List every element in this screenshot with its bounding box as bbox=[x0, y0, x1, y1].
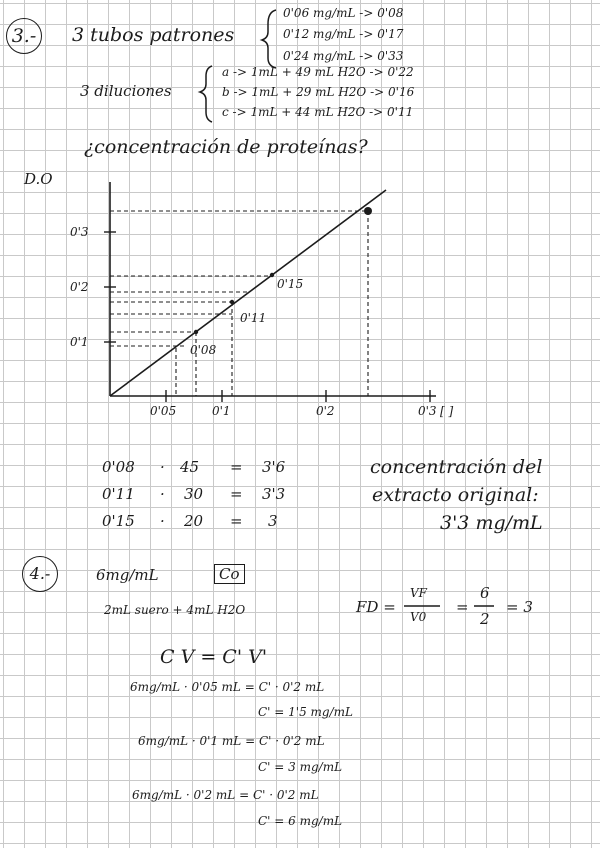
result-equals: = bbox=[230, 512, 243, 530]
result-value: 3'3 bbox=[262, 485, 286, 503]
dilution-formula: C V = C' V' bbox=[160, 646, 268, 668]
result-factor: 20 bbox=[184, 512, 204, 530]
point-label-011: 0'11 bbox=[240, 311, 267, 325]
fd-lhs: FD = bbox=[356, 598, 396, 616]
fd-equals: = bbox=[456, 598, 469, 616]
result-value: 3'6 bbox=[262, 458, 286, 476]
standards-heading: 3 tubos patrones bbox=[72, 24, 235, 46]
y-tick-label-03: 0'3 bbox=[70, 225, 89, 239]
conclusion-line-1: concentración del bbox=[370, 456, 543, 478]
result-absorbance: 0'11 bbox=[102, 485, 135, 503]
dilution-description: 2mL suero + 4mL H2O bbox=[104, 603, 246, 617]
result-dot: · bbox=[160, 512, 165, 530]
fd-denominator: V0 bbox=[410, 610, 427, 624]
dilution-line-a: a -> 1mL + 49 mL H2O -> 0'22 bbox=[222, 65, 414, 79]
dilution-line-c: c -> 1mL + 44 mL H2O -> 0'11 bbox=[222, 105, 414, 119]
dilutions-label: 3 diluciones bbox=[80, 82, 172, 100]
calc-line-1: 6mg/mL · 0'05 mL = C' · 0'2 mL bbox=[130, 680, 325, 694]
calc-result-1: C' = 1'5 mg/mL bbox=[258, 705, 353, 719]
result-equals: = bbox=[230, 485, 243, 503]
fd-denominator-value: 2 bbox=[480, 610, 490, 628]
point-label-008: 0'08 bbox=[190, 343, 217, 357]
result-equals: = bbox=[230, 458, 243, 476]
point-label-015: 0'15 bbox=[277, 277, 304, 291]
standard-line-2: 0'12 mg/mL -> 0'17 bbox=[283, 27, 404, 41]
fd-numerator-value: 6 bbox=[480, 584, 490, 602]
standard-line-1: 0'06 mg/mL -> 0'08 bbox=[283, 6, 404, 20]
conclusion-line-2: extracto original: bbox=[372, 484, 539, 506]
calc-result-2: C' = 3 mg/mL bbox=[258, 760, 343, 774]
protein-question: ¿concentración de proteínas? bbox=[84, 136, 368, 158]
fd-numerator: VF bbox=[410, 586, 427, 600]
y-tick-label-01: 0'1 bbox=[70, 335, 89, 349]
result-dot: · bbox=[160, 458, 165, 476]
result-absorbance: 0'08 bbox=[102, 458, 135, 476]
result-absorbance: 0'15 bbox=[102, 512, 135, 530]
calc-line-2: 6mg/mL · 0'1 mL = C' · 0'2 mL bbox=[138, 734, 325, 748]
calc-line-3: 6mg/mL · 0'2 mL = C' · 0'2 mL bbox=[132, 788, 319, 802]
result-factor: 45 bbox=[180, 458, 200, 476]
x-tick-label-03: 0'3 bbox=[418, 404, 437, 418]
y-tick-label-02: 0'2 bbox=[70, 280, 89, 294]
fd-result: = 3 bbox=[506, 598, 533, 616]
result-dot: · bbox=[160, 485, 165, 503]
calc-result-3: C' = 6 mg/mL bbox=[258, 814, 343, 828]
co-box: Co bbox=[214, 564, 245, 584]
dilution-line-b: b -> 1mL + 29 mL H2O -> 0'16 bbox=[222, 85, 415, 99]
section-4-number: 4.- bbox=[22, 556, 58, 592]
y-axis-label: D.O bbox=[24, 170, 53, 188]
section-3-number: 3.- bbox=[6, 18, 42, 54]
conclusion-value: 3'3 mg/mL bbox=[440, 512, 543, 534]
x-tick-label-005: 0'05 bbox=[150, 404, 177, 418]
x-tick-label-02: 0'2 bbox=[316, 404, 335, 418]
x-axis-unit: [ ] bbox=[440, 404, 454, 418]
standard-line-3: 0'24 mg/mL -> 0'33 bbox=[283, 49, 404, 63]
x-tick-label-01: 0'1 bbox=[212, 404, 231, 418]
result-value: 3 bbox=[268, 512, 278, 530]
result-factor: 30 bbox=[184, 485, 204, 503]
stock-concentration: 6mg/mL bbox=[96, 566, 159, 584]
